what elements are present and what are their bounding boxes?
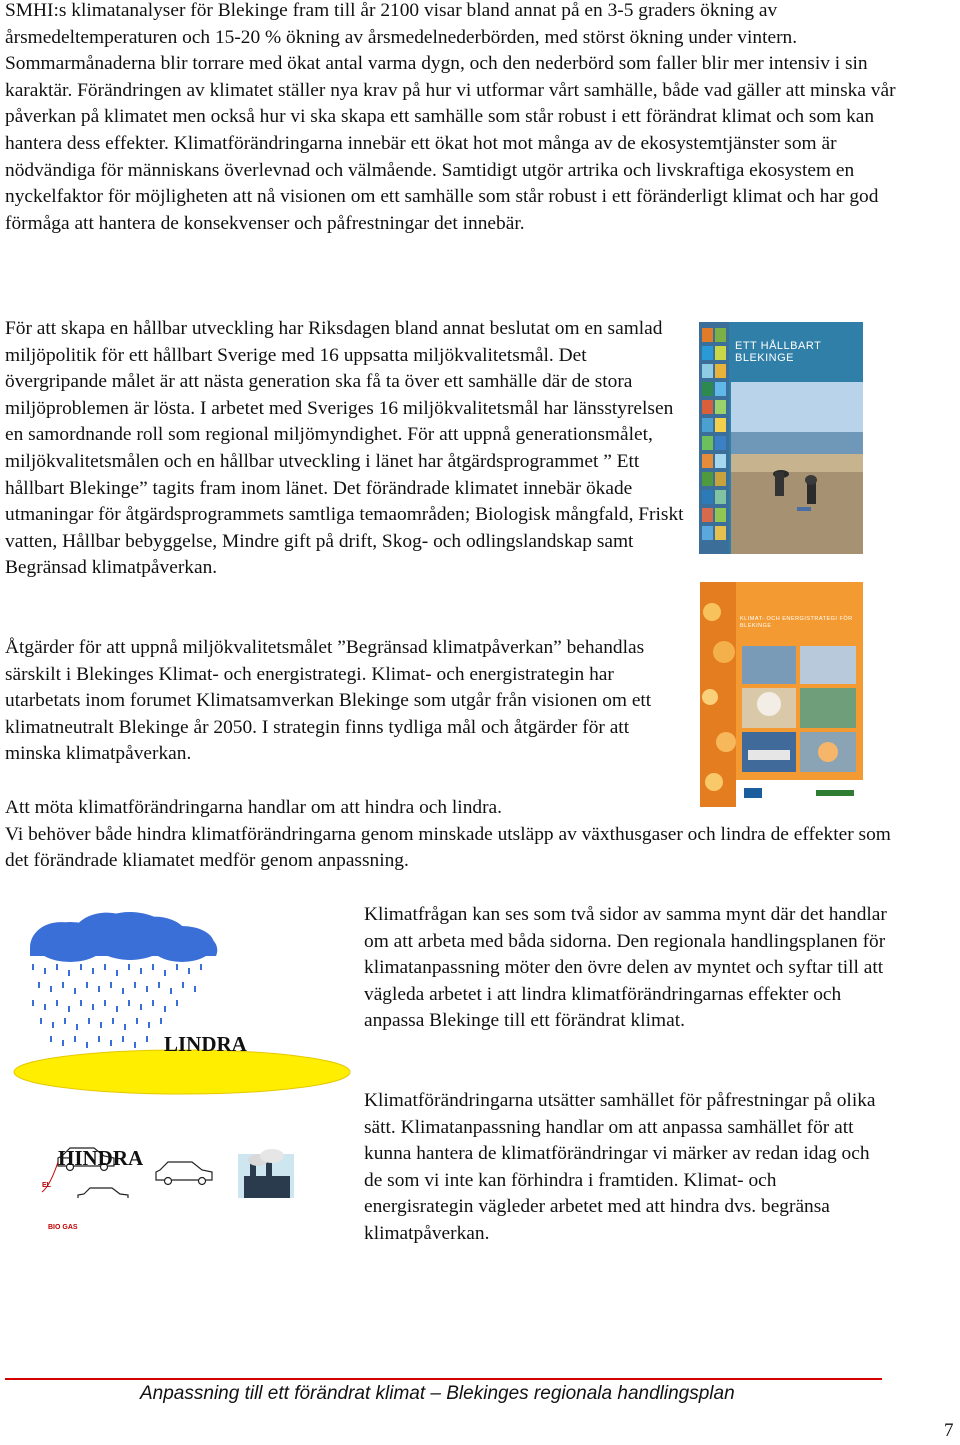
rain-cloud-icon — [30, 912, 217, 962]
label-el: EL — [42, 1182, 51, 1189]
paragraph-two-sides-coin — [364, 902, 889, 1035]
paragraph-text: Att möta klimatförändringarna handlar om att hindra och lindra. — [5, 797, 502, 818]
factory-icon — [238, 1149, 294, 1198]
page-number: 7 — [944, 1420, 954, 1441]
footer-divider — [5, 1378, 882, 1380]
paragraph-adaptation — [364, 1088, 889, 1248]
paragraph-text: För att skapa en hållbar utveckling har Riksdagen bland annat beslutat om en samlad miljöpolitik för ett hållbart Sverige med 16 uppsatta miljökvalitetsmål. Det övergripande målet är att nästa generation ska få ta över ett samhälle där de stora miljöproblemen är lösta. I arbetet med Sveriges 16 miljökvalitetsmål har länsstyrelsen en samordnande roll som regional miljömyndighet. För att uppnå generationsmålet, miljökvalitetsmålen och en hållbar utveckling i länet har åtgärdsprogrammet ” Ett hållbart Blekinge” tagits fram inom länet. Det förändrade klimatet innebär ökade utmaningar för åtgärdsprogrammets samtliga temaområden; Biologisk mångfald, Friskt vatten, Hållbar bebyggelse, Mindre gift på drift, Skog- och odlingslandskap samt Begränsad klimatpåverkan. — [5, 318, 684, 579]
cover-image-ett-hallbart-blekinge — [699, 322, 863, 554]
paragraph-text: SMHI:s klimatanalyser för Blekinge fram till år 2100 visar bland annat på en 3-5 graders ökning av årsmedeltemperaturen och 15-20 % ökning av årsmedelnederbörden, med störst ökning under vintern. Sommarmånaderna blir torrare med ökat antal varma dygn, och den nederbörd som faller blir mer intensiv i sin karaktär. Förändringen av klimatet ställer nya krav på hur vi utformar vårt samhälle, både vad gäller att minska vår påverkan på klimatet men också hur vi ska skapa ett samhälle som står robust i ett förändrat klimat och som kan hantera dess effekter. Klimatförändringarna innebär ett ökat hot mot många av de ekosystemtjänster som är nödvändiga för människans överlevnad och välmående. Samtidigt utgör artrika och livskraftiga ekosystem en nyckelfaktor för möjligheten att nå visionen om ett samhälle som står robust i ett föränderligt klimat och har god förmåga att hantera de konsekvenser och påfrestningar det innebär. — [5, 0, 896, 234]
car-icon-2 — [156, 1162, 212, 1185]
paragraph-environmental-goals — [5, 316, 685, 582]
paragraph-text: Klimatfrågan kan ses som två sidor av samma mynt där det handlar om att arbeta med båda sidorna. Den regionala handlingsplanen för klimatanpassning möter den övre delen av myntet och syftar till att vägleda arbetet i att lindra klimatförändringarnas effekter och anpassa Blekinge till ett förändrat klimat. — [364, 904, 887, 1032]
label-hindra: HINDRA — [58, 1146, 144, 1170]
cover-title: ETT HÅLLBART BLEKINGE — [735, 340, 822, 364]
paragraph-climate-analysis — [5, 0, 905, 237]
cover-image-klimat-energistrategi — [700, 582, 863, 807]
label-biogas: BIO GAS — [48, 1224, 78, 1231]
cover-title: KLIMAT- OCH ENERGISTRATEGI FÖR BLEKINGE — [740, 616, 853, 629]
car-icon-3 — [78, 1188, 128, 1198]
page-footer: Anpassning till ett förändrat klimat – Blekinges regionala handlingsplan — [140, 1383, 735, 1404]
paragraph-text: Klimatförändringarna utsätter samhället för påfrestningar på olika sätt. Klimatanpassning handlar om att anpassa samhället för att kunna hantera de klimatförändringar vi märker av redan idag och de som vi inte kan förhindra i framtiden. Klimat- och energisrategin vägleder arbetet med att hindra dvs. begränsa klimatpåverkan. — [364, 1090, 876, 1244]
paragraph-text: Åtgärder för att uppnå miljökvalitetsmålet ”Begränsad klimatpåverkan” behandlas särskilt i Blekinges Klimat- och energistrategi. Klimat- och energistrategin har utarbetats inom forumet Klimatsamverkan Blekinge som utgår från visionen om ett klimatneutralt Blekinge år 2050. I strategin finns tydliga mål och åtgärder för att minska klimatpåverkan. — [5, 637, 652, 765]
paragraph-text: Vi behöver både hindra klimatförändringarna genom minskade utsläpp av växthusgaser och lindra de effekter som det förändrade kliamatet medför genom anpassning. — [5, 823, 891, 872]
label-lindra: LINDRA — [164, 1032, 247, 1056]
paragraph-climate-energy-strategy — [5, 635, 685, 768]
